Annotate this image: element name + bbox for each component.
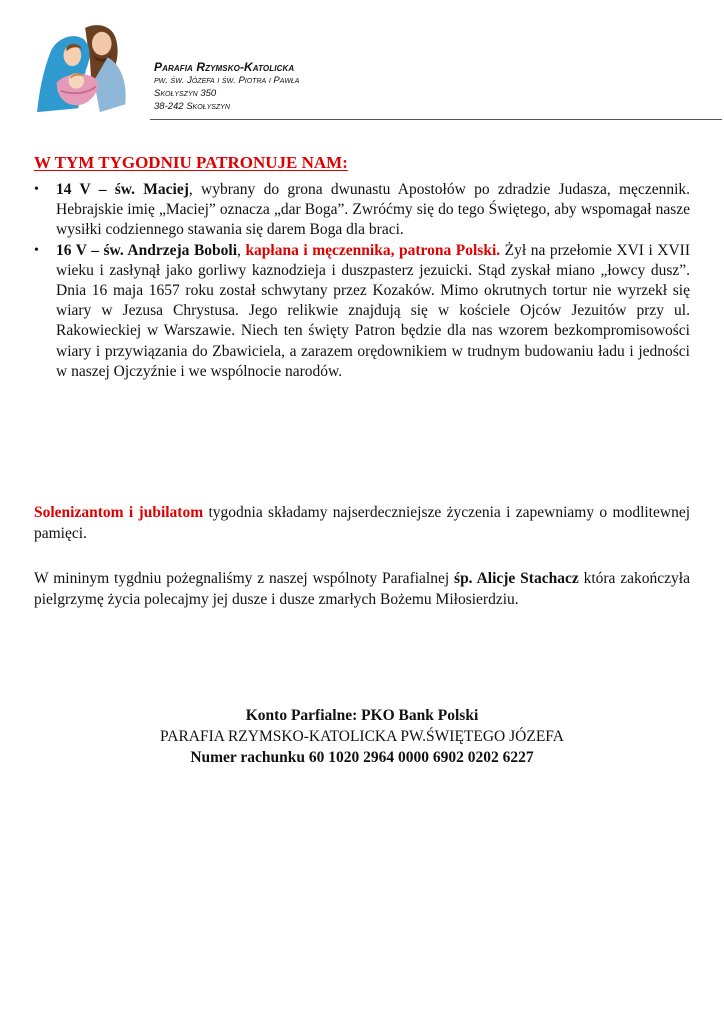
item-separator: , <box>237 241 246 259</box>
wishes-text: tygodnia składamy najserdeczniejsze życzenia i zapewniamy o modlitewnej pamięci. <box>34 504 691 542</box>
holy-family-icon <box>30 22 150 120</box>
bullet-icon: • <box>34 242 39 258</box>
parish-street: Skołyszyn 350 <box>154 88 217 99</box>
bank-account-info <box>0 705 724 768</box>
item-date: 16 V <box>56 241 87 259</box>
account-number: Numer rachunku 60 1020 2964 0000 6902 0202 6227 <box>190 749 534 766</box>
item-description: , wybrany do grona dwunastu Apostołów po zdradzie Judasza, męczennik. Hebrajskie imię „Maciej” oznacza „dar Boga”. Zwróćmy się do tego Świętego, aby wspomagał nasze wysiłki codziennego stawania się darem Boga dla braci. <box>56 181 691 239</box>
letterhead <box>30 22 694 122</box>
list-item <box>34 180 690 241</box>
item-date: 14 V <box>56 181 91 198</box>
item-description: Żył na przełomie XVI i XVII wieku i zasłynął jako gorliwy kaznodzieja i duszpasterz jezuicki. Stąd zyskał miano „łowcy dusz”. Dnia 16 maja 1657 roku został schwytany przez Kozaków. Mimo okrutnych tortur nie wyrzekł się wiary w Jezusa Chrystusa. Jego relikwie znajdują się w kościele Ojców Jezuitów przy ul. Rakowieckiej w Warszawie. Niech ten święty Patron będzie dla nas wzorem bezkompromisowości wiary i przywiązania do Zbawiciela, a zarazem orędownikiem w trudnym budowaniu ładu i jedności w naszej Ojczyźnie i we wspólnocie narodów. <box>56 241 691 380</box>
account-holder: PARAFIA RZYMSKO-KATOLICKA PW.ŚWIĘTEGO JÓZEFA <box>160 728 564 745</box>
parish-postal: 38-242 Skołyszyn <box>154 101 230 112</box>
parish-patrons: pw. św. Józefa i św. Piotra i Pawła <box>154 75 300 86</box>
item-dash: – <box>86 241 104 259</box>
list-item-text <box>56 180 690 241</box>
farewell-name: śp. Alicje Stachacz <box>454 570 579 587</box>
item-dash: – <box>90 181 115 198</box>
list-item <box>34 241 690 382</box>
account-bank: Konto Parfialne: PKO Bank Polski <box>245 707 479 724</box>
farewell-text-before: W mininym tygdniu pożegnaliśmy z naszej wspólnoty Parafialnej <box>34 570 455 587</box>
item-highlight: kapłana i męczennika, patrona Polski. <box>245 241 501 259</box>
item-saint: św. Andrzeja Boboli <box>103 241 238 259</box>
header-divider <box>150 119 722 120</box>
list-item-text <box>56 241 690 382</box>
item-saint: św. Maciej <box>114 181 189 198</box>
parish-name: Parafia Rzymsko-Katolicka <box>154 60 295 74</box>
section-title: W TYM TYGODNIU PATRONUJE NAM: <box>34 153 348 172</box>
bullet-icon: • <box>34 182 39 197</box>
parish-address <box>154 60 299 113</box>
wishes-paragraph <box>34 502 690 544</box>
farewell-text-after: która zakończyła pielgrzymę życia polecajmy jej dusze i dusze zmarłych Bożemu Miłosierdziu. <box>34 570 690 608</box>
wishes-highlight: Solenizantom i jubilatom <box>34 504 204 521</box>
patron-list <box>34 180 690 382</box>
farewell-paragraph <box>34 568 690 610</box>
